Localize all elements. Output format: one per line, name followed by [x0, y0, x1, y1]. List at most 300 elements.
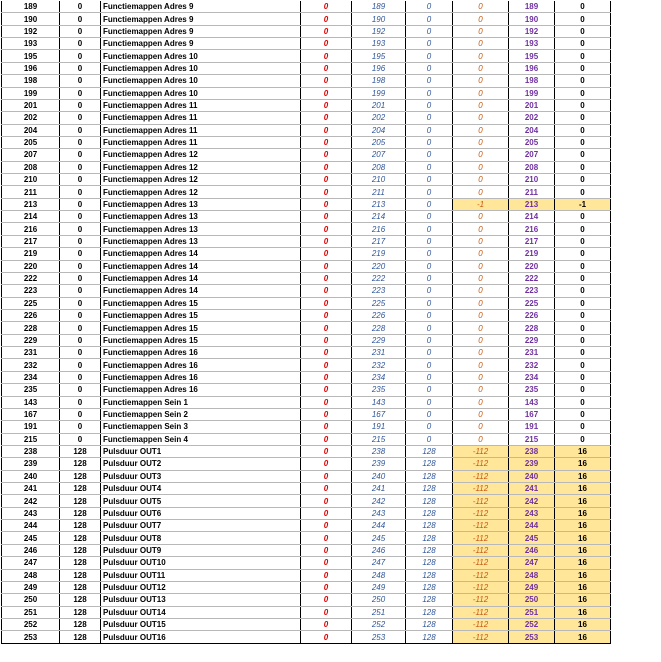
cell-val[interactable]: 0: [60, 38, 101, 50]
cell-diff[interactable]: 0: [453, 248, 509, 260]
cell-nv[interactable]: 0: [406, 38, 453, 50]
cell-cv2[interactable]: 223: [509, 285, 555, 297]
cell-cv2[interactable]: 195: [509, 50, 555, 62]
cell-nv[interactable]: 0: [406, 62, 453, 74]
cell-cv[interactable]: 239: [2, 458, 60, 470]
cell-name[interactable]: Functiemappen Adres 9: [101, 1, 301, 13]
cell-nv[interactable]: 128: [406, 483, 453, 495]
cell-nv[interactable]: 0: [406, 112, 453, 124]
cell-cv[interactable]: 246: [2, 544, 60, 556]
cell-cv2[interactable]: 235: [509, 384, 555, 396]
cell-z[interactable]: 0: [301, 359, 352, 371]
cell-val[interactable]: 128: [60, 594, 101, 606]
cell-z[interactable]: 0: [301, 384, 352, 396]
cell-adr[interactable]: 196: [352, 62, 406, 74]
cell-cv[interactable]: 190: [2, 13, 60, 25]
cell-diff[interactable]: -112: [453, 581, 509, 593]
cell-nv[interactable]: 128: [406, 557, 453, 569]
cell-name[interactable]: Functiemappen Adres 10: [101, 87, 301, 99]
cell-cv[interactable]: 226: [2, 309, 60, 321]
cell-val[interactable]: 0: [60, 347, 101, 359]
cell-adr[interactable]: 248: [352, 569, 406, 581]
cell-diff[interactable]: 0: [453, 112, 509, 124]
cell-diff[interactable]: -112: [453, 495, 509, 507]
cell-res[interactable]: 16: [555, 594, 611, 606]
cell-res[interactable]: 0: [555, 87, 611, 99]
cell-cv[interactable]: 235: [2, 384, 60, 396]
cell-cv2[interactable]: 199: [509, 87, 555, 99]
cell-diff[interactable]: -112: [453, 631, 509, 643]
cell-val[interactable]: 0: [60, 149, 101, 161]
cell-name[interactable]: Functiemappen Adres 12: [101, 186, 301, 198]
cell-cv[interactable]: 245: [2, 532, 60, 544]
cell-res[interactable]: 0: [555, 235, 611, 247]
cell-cv[interactable]: 201: [2, 99, 60, 111]
cell-cv2[interactable]: 242: [509, 495, 555, 507]
cell-res[interactable]: 0: [555, 174, 611, 186]
cell-cv2[interactable]: 220: [509, 260, 555, 272]
cell-z[interactable]: 0: [301, 149, 352, 161]
cell-res[interactable]: 16: [555, 445, 611, 457]
cell-val[interactable]: 128: [60, 557, 101, 569]
cell-nv[interactable]: 0: [406, 25, 453, 37]
cell-res[interactable]: 0: [555, 62, 611, 74]
cell-adr[interactable]: 242: [352, 495, 406, 507]
cell-cv[interactable]: 234: [2, 371, 60, 383]
cell-cv[interactable]: 202: [2, 112, 60, 124]
cell-cv2[interactable]: 192: [509, 25, 555, 37]
cell-adr[interactable]: 167: [352, 408, 406, 420]
cell-adr[interactable]: 213: [352, 198, 406, 210]
cell-cv[interactable]: 249: [2, 581, 60, 593]
cell-name[interactable]: Functiemappen Adres 16: [101, 384, 301, 396]
cell-cv2[interactable]: 240: [509, 470, 555, 482]
cell-res[interactable]: 0: [555, 309, 611, 321]
cell-res[interactable]: 16: [555, 569, 611, 581]
cell-name[interactable]: Pulsduur OUT12: [101, 581, 301, 593]
cell-val[interactable]: 0: [60, 334, 101, 346]
cell-cv2[interactable]: 222: [509, 272, 555, 284]
cell-res[interactable]: 0: [555, 75, 611, 87]
cell-z[interactable]: 0: [301, 606, 352, 618]
cell-diff[interactable]: 0: [453, 260, 509, 272]
cell-nv[interactable]: 0: [406, 235, 453, 247]
cell-adr[interactable]: 252: [352, 618, 406, 630]
cell-diff[interactable]: 0: [453, 174, 509, 186]
cell-cv[interactable]: 220: [2, 260, 60, 272]
cell-res[interactable]: 0: [555, 347, 611, 359]
cell-cv2[interactable]: 219: [509, 248, 555, 260]
cell-z[interactable]: 0: [301, 569, 352, 581]
cell-diff[interactable]: 0: [453, 161, 509, 173]
cell-adr[interactable]: 190: [352, 13, 406, 25]
cell-z[interactable]: 0: [301, 25, 352, 37]
cell-z[interactable]: 0: [301, 309, 352, 321]
cell-cv2[interactable]: 249: [509, 581, 555, 593]
cell-name[interactable]: Functiemappen Adres 13: [101, 235, 301, 247]
cell-nv[interactable]: 128: [406, 606, 453, 618]
cell-diff[interactable]: 0: [453, 272, 509, 284]
cell-res[interactable]: 16: [555, 557, 611, 569]
cell-name[interactable]: Functiemappen Sein 1: [101, 396, 301, 408]
cell-diff[interactable]: 0: [453, 223, 509, 235]
cell-val[interactable]: 0: [60, 50, 101, 62]
cell-cv2[interactable]: 191: [509, 421, 555, 433]
cell-name[interactable]: Pulsduur OUT10: [101, 557, 301, 569]
cell-z[interactable]: 0: [301, 470, 352, 482]
cell-diff[interactable]: 0: [453, 149, 509, 161]
cell-cv[interactable]: 216: [2, 223, 60, 235]
cell-cv2[interactable]: 228: [509, 322, 555, 334]
cell-z[interactable]: 0: [301, 124, 352, 136]
cell-res[interactable]: 16: [555, 606, 611, 618]
cell-z[interactable]: 0: [301, 272, 352, 284]
cell-name[interactable]: Functiemappen Sein 3: [101, 421, 301, 433]
cell-cv[interactable]: 219: [2, 248, 60, 260]
cell-adr[interactable]: 204: [352, 124, 406, 136]
cell-adr[interactable]: 220: [352, 260, 406, 272]
cell-adr[interactable]: 210: [352, 174, 406, 186]
cell-name[interactable]: Pulsduur OUT7: [101, 520, 301, 532]
cell-adr[interactable]: 208: [352, 161, 406, 173]
cell-cv2[interactable]: 229: [509, 334, 555, 346]
cell-z[interactable]: 0: [301, 433, 352, 445]
cell-cv2[interactable]: 196: [509, 62, 555, 74]
cell-val[interactable]: 0: [60, 359, 101, 371]
cell-z[interactable]: 0: [301, 396, 352, 408]
cell-cv[interactable]: 229: [2, 334, 60, 346]
cell-diff[interactable]: -112: [453, 507, 509, 519]
cell-adr[interactable]: 241: [352, 483, 406, 495]
cell-diff[interactable]: -112: [453, 532, 509, 544]
cell-adr[interactable]: 199: [352, 87, 406, 99]
cell-z[interactable]: 0: [301, 161, 352, 173]
cell-diff[interactable]: 0: [453, 334, 509, 346]
cell-adr[interactable]: 216: [352, 223, 406, 235]
cell-cv[interactable]: 238: [2, 445, 60, 457]
cell-cv2[interactable]: 215: [509, 433, 555, 445]
cell-nv[interactable]: 0: [406, 322, 453, 334]
cell-adr[interactable]: 240: [352, 470, 406, 482]
cell-adr[interactable]: 246: [352, 544, 406, 556]
cell-cv[interactable]: 196: [2, 62, 60, 74]
cell-z[interactable]: 0: [301, 458, 352, 470]
cell-val[interactable]: 0: [60, 433, 101, 445]
cell-nv[interactable]: 128: [406, 569, 453, 581]
cell-adr[interactable]: 223: [352, 285, 406, 297]
cell-val[interactable]: 0: [60, 87, 101, 99]
cell-diff[interactable]: 0: [453, 309, 509, 321]
cell-val[interactable]: 0: [60, 25, 101, 37]
cell-cv[interactable]: 247: [2, 557, 60, 569]
cell-cv[interactable]: 192: [2, 25, 60, 37]
cell-cv[interactable]: 195: [2, 50, 60, 62]
cell-res[interactable]: 0: [555, 25, 611, 37]
cell-cv[interactable]: 214: [2, 211, 60, 223]
cell-z[interactable]: 0: [301, 483, 352, 495]
cell-diff[interactable]: -112: [453, 544, 509, 556]
cell-cv2[interactable]: 216: [509, 223, 555, 235]
cell-adr[interactable]: 225: [352, 297, 406, 309]
cell-cv[interactable]: 223: [2, 285, 60, 297]
cell-res[interactable]: 0: [555, 161, 611, 173]
cell-name[interactable]: Functiemappen Adres 12: [101, 149, 301, 161]
cell-nv[interactable]: 0: [406, 371, 453, 383]
cell-adr[interactable]: 239: [352, 458, 406, 470]
cell-diff[interactable]: 0: [453, 186, 509, 198]
cell-diff[interactable]: 0: [453, 297, 509, 309]
cell-adr[interactable]: 211: [352, 186, 406, 198]
cell-diff[interactable]: -112: [453, 594, 509, 606]
cell-name[interactable]: Pulsduur OUT15: [101, 618, 301, 630]
cell-z[interactable]: 0: [301, 211, 352, 223]
cell-adr[interactable]: 226: [352, 309, 406, 321]
cell-diff[interactable]: 0: [453, 136, 509, 148]
cell-val[interactable]: 0: [60, 174, 101, 186]
cell-adr[interactable]: 238: [352, 445, 406, 457]
cell-name[interactable]: Functiemappen Adres 12: [101, 174, 301, 186]
cell-cv2[interactable]: 247: [509, 557, 555, 569]
cell-z[interactable]: 0: [301, 421, 352, 433]
cell-diff[interactable]: 0: [453, 211, 509, 223]
cell-cv[interactable]: 213: [2, 198, 60, 210]
cell-val[interactable]: 128: [60, 495, 101, 507]
cell-res[interactable]: 0: [555, 433, 611, 445]
cell-diff[interactable]: 0: [453, 124, 509, 136]
cell-nv[interactable]: 0: [406, 124, 453, 136]
cell-z[interactable]: 0: [301, 38, 352, 50]
cell-cv2[interactable]: 193: [509, 38, 555, 50]
cell-name[interactable]: Functiemappen Adres 9: [101, 13, 301, 25]
cell-adr[interactable]: 250: [352, 594, 406, 606]
cell-nv[interactable]: 128: [406, 544, 453, 556]
cell-nv[interactable]: 128: [406, 532, 453, 544]
cell-nv[interactable]: 128: [406, 631, 453, 643]
cell-cv[interactable]: 251: [2, 606, 60, 618]
cell-z[interactable]: 0: [301, 408, 352, 420]
cell-val[interactable]: 0: [60, 235, 101, 247]
cell-z[interactable]: 0: [301, 223, 352, 235]
cell-name[interactable]: Functiemappen Adres 15: [101, 309, 301, 321]
cell-res[interactable]: 0: [555, 186, 611, 198]
cell-res[interactable]: 0: [555, 297, 611, 309]
cell-z[interactable]: 0: [301, 507, 352, 519]
cell-cv2[interactable]: 239: [509, 458, 555, 470]
cell-val[interactable]: 0: [60, 384, 101, 396]
cell-cv[interactable]: 231: [2, 347, 60, 359]
cell-val[interactable]: 128: [60, 458, 101, 470]
cell-name[interactable]: Pulsduur OUT16: [101, 631, 301, 643]
cell-cv2[interactable]: 250: [509, 594, 555, 606]
cell-diff[interactable]: 0: [453, 285, 509, 297]
cell-cv[interactable]: 167: [2, 408, 60, 420]
cell-name[interactable]: Functiemappen Sein 4: [101, 433, 301, 445]
cell-nv[interactable]: 128: [406, 594, 453, 606]
cell-res[interactable]: 0: [555, 136, 611, 148]
cell-diff[interactable]: 0: [453, 359, 509, 371]
cell-z[interactable]: 0: [301, 581, 352, 593]
cell-diff[interactable]: -112: [453, 483, 509, 495]
cell-nv[interactable]: 0: [406, 359, 453, 371]
cell-z[interactable]: 0: [301, 186, 352, 198]
cell-name[interactable]: Pulsduur OUT3: [101, 470, 301, 482]
cell-adr[interactable]: 247: [352, 557, 406, 569]
cell-nv[interactable]: 0: [406, 347, 453, 359]
cell-cv[interactable]: 205: [2, 136, 60, 148]
cell-nv[interactable]: 0: [406, 186, 453, 198]
cell-name[interactable]: Functiemappen Adres 13: [101, 223, 301, 235]
cell-z[interactable]: 0: [301, 260, 352, 272]
cell-name[interactable]: Functiemappen Adres 15: [101, 334, 301, 346]
cell-z[interactable]: 0: [301, 347, 352, 359]
cell-res[interactable]: 0: [555, 112, 611, 124]
cell-val[interactable]: 128: [60, 581, 101, 593]
cell-cv[interactable]: 225: [2, 297, 60, 309]
cell-nv[interactable]: 0: [406, 1, 453, 13]
cell-name[interactable]: Functiemappen Adres 10: [101, 62, 301, 74]
cell-name[interactable]: Functiemappen Adres 9: [101, 38, 301, 50]
cell-res[interactable]: 0: [555, 272, 611, 284]
cell-nv[interactable]: 0: [406, 272, 453, 284]
cell-diff[interactable]: 0: [453, 25, 509, 37]
cell-z[interactable]: 0: [301, 75, 352, 87]
cell-val[interactable]: 128: [60, 470, 101, 482]
cell-z[interactable]: 0: [301, 371, 352, 383]
cell-val[interactable]: 0: [60, 136, 101, 148]
cell-nv[interactable]: 0: [406, 99, 453, 111]
cell-res[interactable]: 0: [555, 359, 611, 371]
cell-diff[interactable]: 0: [453, 408, 509, 420]
cell-name[interactable]: Functiemappen Adres 12: [101, 161, 301, 173]
cell-nv[interactable]: 0: [406, 87, 453, 99]
cell-z[interactable]: 0: [301, 1, 352, 13]
cell-diff[interactable]: -1: [453, 198, 509, 210]
cell-name[interactable]: Pulsduur OUT4: [101, 483, 301, 495]
cell-name[interactable]: Functiemappen Adres 16: [101, 359, 301, 371]
cell-res[interactable]: 0: [555, 99, 611, 111]
cell-z[interactable]: 0: [301, 50, 352, 62]
cell-cv[interactable]: 232: [2, 359, 60, 371]
cell-res[interactable]: 0: [555, 13, 611, 25]
cell-cv2[interactable]: 246: [509, 544, 555, 556]
cell-z[interactable]: 0: [301, 618, 352, 630]
cell-cv2[interactable]: 251: [509, 606, 555, 618]
cell-val[interactable]: 0: [60, 260, 101, 272]
cell-z[interactable]: 0: [301, 285, 352, 297]
cell-adr[interactable]: 235: [352, 384, 406, 396]
cell-z[interactable]: 0: [301, 198, 352, 210]
cell-cv2[interactable]: 232: [509, 359, 555, 371]
cell-name[interactable]: Functiemappen Adres 13: [101, 198, 301, 210]
cell-nv[interactable]: 128: [406, 470, 453, 482]
cell-val[interactable]: 0: [60, 198, 101, 210]
cell-name[interactable]: Functiemappen Sein 2: [101, 408, 301, 420]
cell-nv[interactable]: 0: [406, 260, 453, 272]
cell-nv[interactable]: 0: [406, 211, 453, 223]
cell-name[interactable]: Pulsduur OUT8: [101, 532, 301, 544]
cell-res[interactable]: 0: [555, 1, 611, 13]
cell-name[interactable]: Functiemappen Adres 11: [101, 124, 301, 136]
cell-adr[interactable]: 143: [352, 396, 406, 408]
cell-name[interactable]: Pulsduur OUT2: [101, 458, 301, 470]
cell-adr[interactable]: 191: [352, 421, 406, 433]
cell-name[interactable]: Functiemappen Adres 10: [101, 75, 301, 87]
cell-adr[interactable]: 217: [352, 235, 406, 247]
cell-nv[interactable]: 0: [406, 174, 453, 186]
cell-z[interactable]: 0: [301, 334, 352, 346]
cell-val[interactable]: 128: [60, 544, 101, 556]
cell-nv[interactable]: 0: [406, 198, 453, 210]
cell-cv[interactable]: 189: [2, 1, 60, 13]
cell-val[interactable]: 0: [60, 272, 101, 284]
cell-adr[interactable]: 219: [352, 248, 406, 260]
cell-cv2[interactable]: 238: [509, 445, 555, 457]
cell-diff[interactable]: 0: [453, 322, 509, 334]
cell-cv2[interactable]: 210: [509, 174, 555, 186]
cell-name[interactable]: Functiemappen Adres 15: [101, 297, 301, 309]
cell-val[interactable]: 0: [60, 62, 101, 74]
cell-res[interactable]: 0: [555, 211, 611, 223]
cell-val[interactable]: 0: [60, 322, 101, 334]
cell-z[interactable]: 0: [301, 62, 352, 74]
cell-nv[interactable]: 0: [406, 433, 453, 445]
cell-res[interactable]: 16: [555, 581, 611, 593]
cell-cv[interactable]: 240: [2, 470, 60, 482]
cell-res[interactable]: 16: [555, 458, 611, 470]
cell-val[interactable]: 128: [60, 445, 101, 457]
cell-adr[interactable]: 202: [352, 112, 406, 124]
cell-res[interactable]: 0: [555, 322, 611, 334]
cell-z[interactable]: 0: [301, 557, 352, 569]
cell-res[interactable]: 0: [555, 396, 611, 408]
cell-diff[interactable]: 0: [453, 396, 509, 408]
cell-nv[interactable]: 0: [406, 248, 453, 260]
cell-diff[interactable]: 0: [453, 371, 509, 383]
cell-diff[interactable]: 0: [453, 347, 509, 359]
cell-adr[interactable]: 222: [352, 272, 406, 284]
cell-res[interactable]: 0: [555, 285, 611, 297]
cell-nv[interactable]: 0: [406, 421, 453, 433]
cell-val[interactable]: 0: [60, 124, 101, 136]
cell-z[interactable]: 0: [301, 235, 352, 247]
cell-nv[interactable]: 0: [406, 136, 453, 148]
cell-name[interactable]: Functiemappen Adres 11: [101, 99, 301, 111]
cell-cv[interactable]: 193: [2, 38, 60, 50]
cell-cv2[interactable]: 241: [509, 483, 555, 495]
cell-res[interactable]: 0: [555, 149, 611, 161]
cell-adr[interactable]: 205: [352, 136, 406, 148]
cell-adr[interactable]: 251: [352, 606, 406, 618]
cell-name[interactable]: Functiemappen Adres 15: [101, 322, 301, 334]
cell-res[interactable]: 16: [555, 618, 611, 630]
cell-adr[interactable]: 243: [352, 507, 406, 519]
cell-diff[interactable]: 0: [453, 235, 509, 247]
cell-cv[interactable]: 242: [2, 495, 60, 507]
cell-cv[interactable]: 210: [2, 174, 60, 186]
cell-diff[interactable]: -112: [453, 557, 509, 569]
cell-cv2[interactable]: 217: [509, 235, 555, 247]
cell-diff[interactable]: 0: [453, 38, 509, 50]
cell-nv[interactable]: 0: [406, 13, 453, 25]
cell-diff[interactable]: -112: [453, 470, 509, 482]
cell-cv2[interactable]: 190: [509, 13, 555, 25]
cell-z[interactable]: 0: [301, 594, 352, 606]
cell-name[interactable]: Functiemappen Adres 9: [101, 25, 301, 37]
cell-res[interactable]: 0: [555, 371, 611, 383]
cell-diff[interactable]: 0: [453, 1, 509, 13]
cell-adr[interactable]: 207: [352, 149, 406, 161]
cell-cv2[interactable]: 204: [509, 124, 555, 136]
